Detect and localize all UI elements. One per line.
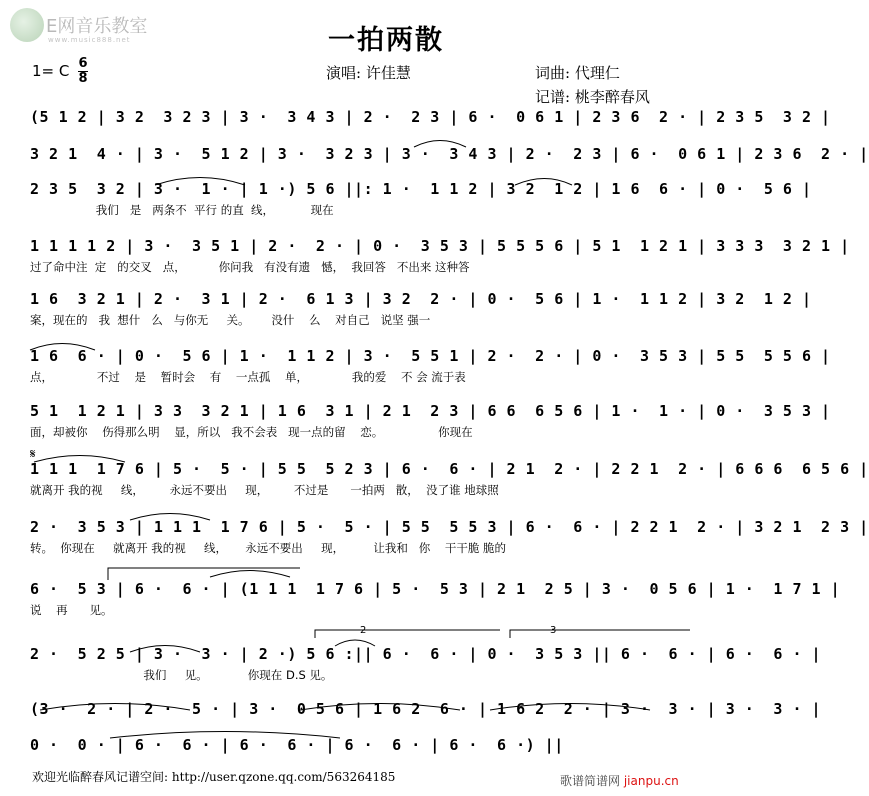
notation-line: 0 · 0 · | 6 · 6 · | 6 · 6 · | 6 · 6 · | 6 · 6 ·) || — [30, 736, 564, 754]
slur-mark — [490, 704, 650, 711]
notation-line: 5 1 1 2 1 | 3 3 3 2 1 | 1 6 3 1 | 2 1 2 3 | 6 6 6 5 6 | 1 · 1 · | 0 · 3 5 3 | — [30, 402, 831, 420]
slur-mark — [515, 179, 572, 186]
composer-credit: 词曲: 代理仁 — [535, 64, 620, 82]
lyric-line: 面，却被你 伤得那么明 显，所以 我不会表 现一点的留 恋。 你现在 — [30, 425, 473, 439]
slur-mark — [130, 514, 210, 521]
volta-bracket — [315, 630, 500, 638]
slur-mark — [210, 571, 290, 578]
notation-line: 1 6 6 · | 0 · 5 6 | 1 · 1 1 2 | 3 · 5 5 1 | 2 · 2 · | 0 · 3 5 3 | 5 5 5 5 6 | — [30, 347, 831, 365]
notation-line: 6 · 5 3 | 6 · 6 · | (1 1 1 1 7 6 | 5 · 5 3 | 2 1 2 5 | 3 · 0 5 6 | 1 · 1 7 1 | — [30, 580, 841, 598]
volta-number: 3 — [550, 625, 557, 636]
notation-line: 1 1 1 1 7 6 | 5 · 5 · | 5 5 5 2 3 | 6 · 6 · | 2 1 2 · | 2 2 1 2 · | 6 6 6 6 5 6 | — [30, 460, 869, 478]
logo-url: www.music888.net — [48, 36, 131, 44]
footer-link[interactable]: 欢迎光临醉春风记谱空间: http://user.qzone.qq.com/563264185 — [32, 770, 396, 784]
slur-mark — [335, 640, 375, 646]
notation-line: 2 3 5 3 2 | 3 · 1 · | 1 ·) 5 6 ||: 1 · 1 1 2 | 3 2 1 2 | 1 6 6 · | 0 · 5 6 | — [30, 180, 812, 198]
slur-mark — [300, 704, 460, 711]
lyric-line: 案，现在的 我 想什 么 与你无 关。 没什 么 对自己 说坚 强一 — [30, 313, 431, 327]
notation-line: (5 1 2 | 3 2 3 2 3 | 3 · 3 4 3 | 2 · 2 3 | 6 · 0 6 1 | 2 3 6 2 · | 2 3 5 3 2 | — [30, 108, 831, 126]
lyric-line: 我们 见。 你现在 D.S 见。 — [30, 668, 333, 682]
volta-number: 2 — [360, 625, 367, 636]
slur-mark — [110, 732, 340, 739]
lyric-line: 我们 是 两条不 平行 的直 线， 现在 — [30, 203, 334, 217]
watermark-site: jianpu.cn — [623, 774, 679, 788]
slur-mark — [414, 141, 466, 148]
volta-bracket — [510, 630, 690, 638]
time-signature-bottom: 8 — [78, 71, 88, 86]
lyric-line: 过了命中注 定 的交叉 点， 你问我 有没有遗 憾， 我回答 不出来 这种答 — [30, 260, 470, 274]
slur-mark — [155, 178, 245, 186]
song-title: 一拍两散 — [328, 25, 444, 56]
watermark — [560, 772, 679, 789]
segno-sign: 𝄋 — [30, 447, 36, 462]
notation-line: 1 6 3 2 1 | 2 · 3 1 | 2 · 6 1 3 | 3 2 2 · | 0 · 5 6 | 1 · 1 1 2 | 3 2 1 2 | — [30, 290, 812, 308]
slur-mark — [34, 456, 125, 463]
notation-line: 2 · 5 2 5 | 3 · 3 · | 2 ·) 5 6 :|| 6 · 6 · | 0 · 3 5 3 || 6 · 6 · | 6 · 6 · | — [30, 645, 822, 663]
lyric-line: 说 再 见。 — [30, 603, 113, 617]
notation-line: (3 · 2 · | 2 · 5 · | 3 · 0 5 6 | 1 6 2 6 · | 1 6 2 2 · | 3 · 3 · | 3 · 3 · | — [30, 700, 822, 718]
lyric-line: 转。 你现在 就离开 我的视 线， 永远不要出 现， 让我和 你 干干脆 脆的 — [30, 541, 507, 555]
watermark-text: 歌谱简谱网 — [560, 774, 621, 788]
slur-mark — [30, 344, 95, 351]
notation-line: 3 2 1 4 · | 3 · 5 1 2 | 3 · 3 2 3 | 3 · 3 4 3 | 2 · 2 3 | 6 · 0 6 1 | 2 3 6 2 · | — [30, 145, 869, 163]
slur-mark — [40, 704, 190, 711]
lyric-line: 就离开 我的视 线， 永远不要出 现， 不过是 一拍两 散， 没了谁 地球照 — [30, 483, 499, 497]
volta-bracket — [108, 568, 300, 580]
notation-line: 1 1 1 1 2 | 3 · 3 5 1 | 2 · 2 · | 0 · 3 5 3 | 5 5 5 6 | 5 1 1 2 1 | 3 3 3 3 2 1 | — [30, 237, 850, 255]
time-signature-top: 6 — [78, 56, 88, 71]
slur-mark — [130, 646, 200, 653]
logo-name: E网音乐教室 — [46, 16, 148, 37]
transcriber-credit: 记谱: 桃李醉春风 — [535, 88, 650, 106]
key-signature: 1= C — [32, 62, 70, 80]
lyric-line: 点， 不过 是 暂时会 有 一点孤 单， 我的爱 不 会 流于表 — [30, 370, 466, 384]
notation-line: 2 · 3 5 3 | 1 1 1 1 7 6 | 5 · 5 · | 5 5 5 5 3 | 6 · 6 · | 2 2 1 2 · | 3 2 1 2 3 | — [30, 518, 869, 536]
singer-credit: 演唱: 许佳慧 — [326, 64, 411, 82]
